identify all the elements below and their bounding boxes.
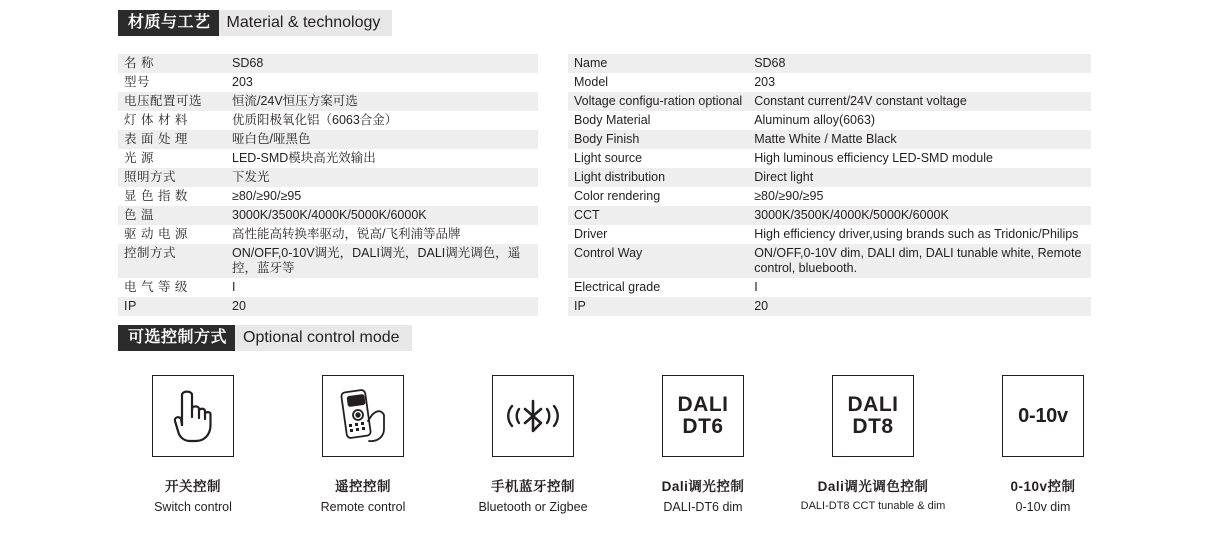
spec-value: 优质阳极氧化铝（6063合金） <box>232 113 398 127</box>
spec-value: ≥80/≥90/≥95 <box>754 189 824 203</box>
control-mode-remote[interactable] <box>288 375 438 514</box>
zero-to-ten-volt-icon <box>1002 375 1084 457</box>
spec-value: 3000K/3500K/4000K/5000K/6000K <box>226 206 538 225</box>
spec-key: 电 气 等 级 <box>124 280 188 294</box>
table-row <box>568 54 1091 73</box>
table-row <box>568 297 1091 316</box>
control-mode-label-en: DALI-DT6 dim <box>663 500 743 514</box>
table-row <box>118 225 538 244</box>
section-header-control-cn: 可选控制方式 <box>118 325 235 351</box>
table-row <box>118 149 538 168</box>
control-mode-label-cn: 开关控制 <box>165 479 221 494</box>
section-header-material-cn: 材质与工艺 <box>118 10 219 36</box>
control-mode-switch[interactable] <box>118 375 268 514</box>
spec-value: Aluminum alloy(6063) <box>754 113 876 127</box>
spec-key: Name <box>568 54 748 73</box>
spec-table-chinese <box>118 54 538 316</box>
table-row <box>568 206 1091 225</box>
spec-value: High efficiency driver,using brands such as Tridonic/Philips <box>754 227 1079 241</box>
section-header-material-en: Material & technology <box>219 10 393 36</box>
table-row <box>118 206 538 225</box>
spec-value: 203 <box>232 75 253 89</box>
control-mode-label-cn: Dali调光控制 <box>661 479 745 494</box>
spec-key: CCT <box>568 206 748 225</box>
table-row <box>568 111 1091 130</box>
control-mode-label-cn: 手机蓝牙控制 <box>491 479 575 494</box>
control-mode-dali-dt8[interactable] <box>798 375 948 514</box>
control-mode-label-en: Bluetooth or Zigbee <box>478 500 588 514</box>
control-mode-label-en: DALI-DT8 CCT tunable & dim <box>800 500 946 512</box>
spec-key: IP <box>118 297 226 316</box>
spec-value: ON/OFF,0-10V调光，DALI调光，DALI调光调色，遥控，蓝牙等 <box>226 244 538 278</box>
section-header-control-en: Optional control mode <box>235 325 412 351</box>
spec-key: Model <box>574 75 609 89</box>
table-row <box>118 92 538 111</box>
spec-value: High luminous efficiency LED-SMD module <box>754 151 993 165</box>
spec-key: Light distribution <box>568 168 748 187</box>
control-mode-dali-dt6[interactable] <box>628 375 778 514</box>
spec-key: 表 面 处 理 <box>118 130 226 149</box>
spec-value: Direct light <box>748 168 1091 187</box>
spec-key: 照明方式 <box>118 168 226 187</box>
spec-value: Constant current/24V constant voltage <box>748 92 1091 111</box>
table-row <box>118 111 538 130</box>
table-row <box>118 168 538 187</box>
section-header-control <box>118 325 412 351</box>
spec-key: 显 色 指 数 <box>124 189 188 203</box>
spec-value: 高性能高转换率驱动，锐高/飞利浦等品牌 <box>232 227 461 241</box>
table-row <box>568 92 1091 111</box>
spec-key: Driver <box>574 227 608 241</box>
bluetooth-wireless-icon <box>492 375 574 457</box>
control-mode-label-en: Switch control <box>154 500 232 514</box>
dali-dt6-text: DALI DT6 <box>677 393 729 438</box>
spec-key: 电压配置可选 <box>118 92 226 111</box>
table-row <box>568 225 1091 244</box>
spec-key: 名 称 <box>118 54 226 73</box>
spec-value: SD68 <box>226 54 538 73</box>
table-row <box>568 149 1091 168</box>
spec-value: 20 <box>226 297 538 316</box>
spec-key: Light source <box>574 151 643 165</box>
spec-value: SD68 <box>748 54 1091 73</box>
control-mode-label-cn: Dali调光调色控制 <box>817 479 929 494</box>
spec-key: Voltage configu-ration optional <box>568 92 748 111</box>
table-row <box>118 54 538 73</box>
spec-key: Color rendering <box>574 189 661 203</box>
table-row <box>118 297 538 316</box>
table-row <box>568 244 1091 278</box>
spec-value: 哑白色/哑黑色 <box>226 130 538 149</box>
remote-control-icon <box>322 375 404 457</box>
hand-touch-icon <box>152 375 234 457</box>
spec-key: Body Material <box>574 113 651 127</box>
spec-value: 恒流/24V恒压方案可选 <box>226 92 538 111</box>
table-row <box>118 130 538 149</box>
table-row <box>568 130 1091 149</box>
table-row <box>118 73 538 92</box>
table-row <box>118 278 538 297</box>
spec-value: Matte White / Matte Black <box>748 130 1091 149</box>
control-mode-label-en: 0-10v dim <box>1015 500 1071 514</box>
table-row <box>568 168 1091 187</box>
section-header-material <box>118 10 392 36</box>
spec-value: ≥80/≥90/≥95 <box>232 189 302 203</box>
spec-key: 型号 <box>124 75 151 89</box>
spec-value: 203 <box>754 75 776 89</box>
spec-table-english <box>568 54 1091 316</box>
control-mode-0-10v[interactable] <box>968 375 1118 514</box>
spec-key: 灯 体 材 料 <box>124 113 188 127</box>
spec-key: 控制方式 <box>118 244 226 278</box>
table-row <box>568 73 1091 92</box>
spec-key: Electrical grade <box>574 280 661 294</box>
control-mode-label-cn: 遥控控制 <box>335 479 391 494</box>
table-row <box>118 244 538 278</box>
table-row <box>568 278 1091 297</box>
zero-to-ten-volt-text: 0-10v <box>1018 404 1068 427</box>
spec-value: 下发光 <box>226 168 538 187</box>
spec-key: Body Finish <box>568 130 748 149</box>
spec-value: I <box>754 280 758 294</box>
dali-dt8-icon <box>832 375 914 457</box>
spec-value: I <box>232 280 236 294</box>
spec-key: 光 源 <box>124 151 154 165</box>
spec-key: Control Way <box>568 244 748 278</box>
spec-key: IP <box>568 297 748 316</box>
spec-key: 驱 动 电 源 <box>124 227 188 241</box>
dali-dt8-text: DALI DT8 <box>847 393 899 438</box>
control-mode-label-en: Remote control <box>320 500 406 514</box>
spec-key: 色 温 <box>118 206 226 225</box>
control-mode-bluetooth[interactable] <box>458 375 608 514</box>
table-row <box>118 187 538 206</box>
spec-value: LED-SMD模块高光效输出 <box>232 151 376 165</box>
table-row <box>568 187 1091 206</box>
control-mode-list <box>118 375 1118 514</box>
spec-value: 3000K/3500K/4000K/5000K/6000K <box>748 206 1091 225</box>
dali-dt6-icon <box>662 375 744 457</box>
control-mode-label-cn: 0-10v控制 <box>1010 479 1076 494</box>
spec-value: ON/OFF,0-10V dim, DALI dim, DALI tunable white, Remote control, bluebooth. <box>748 244 1091 278</box>
spec-value: 20 <box>748 297 1091 316</box>
